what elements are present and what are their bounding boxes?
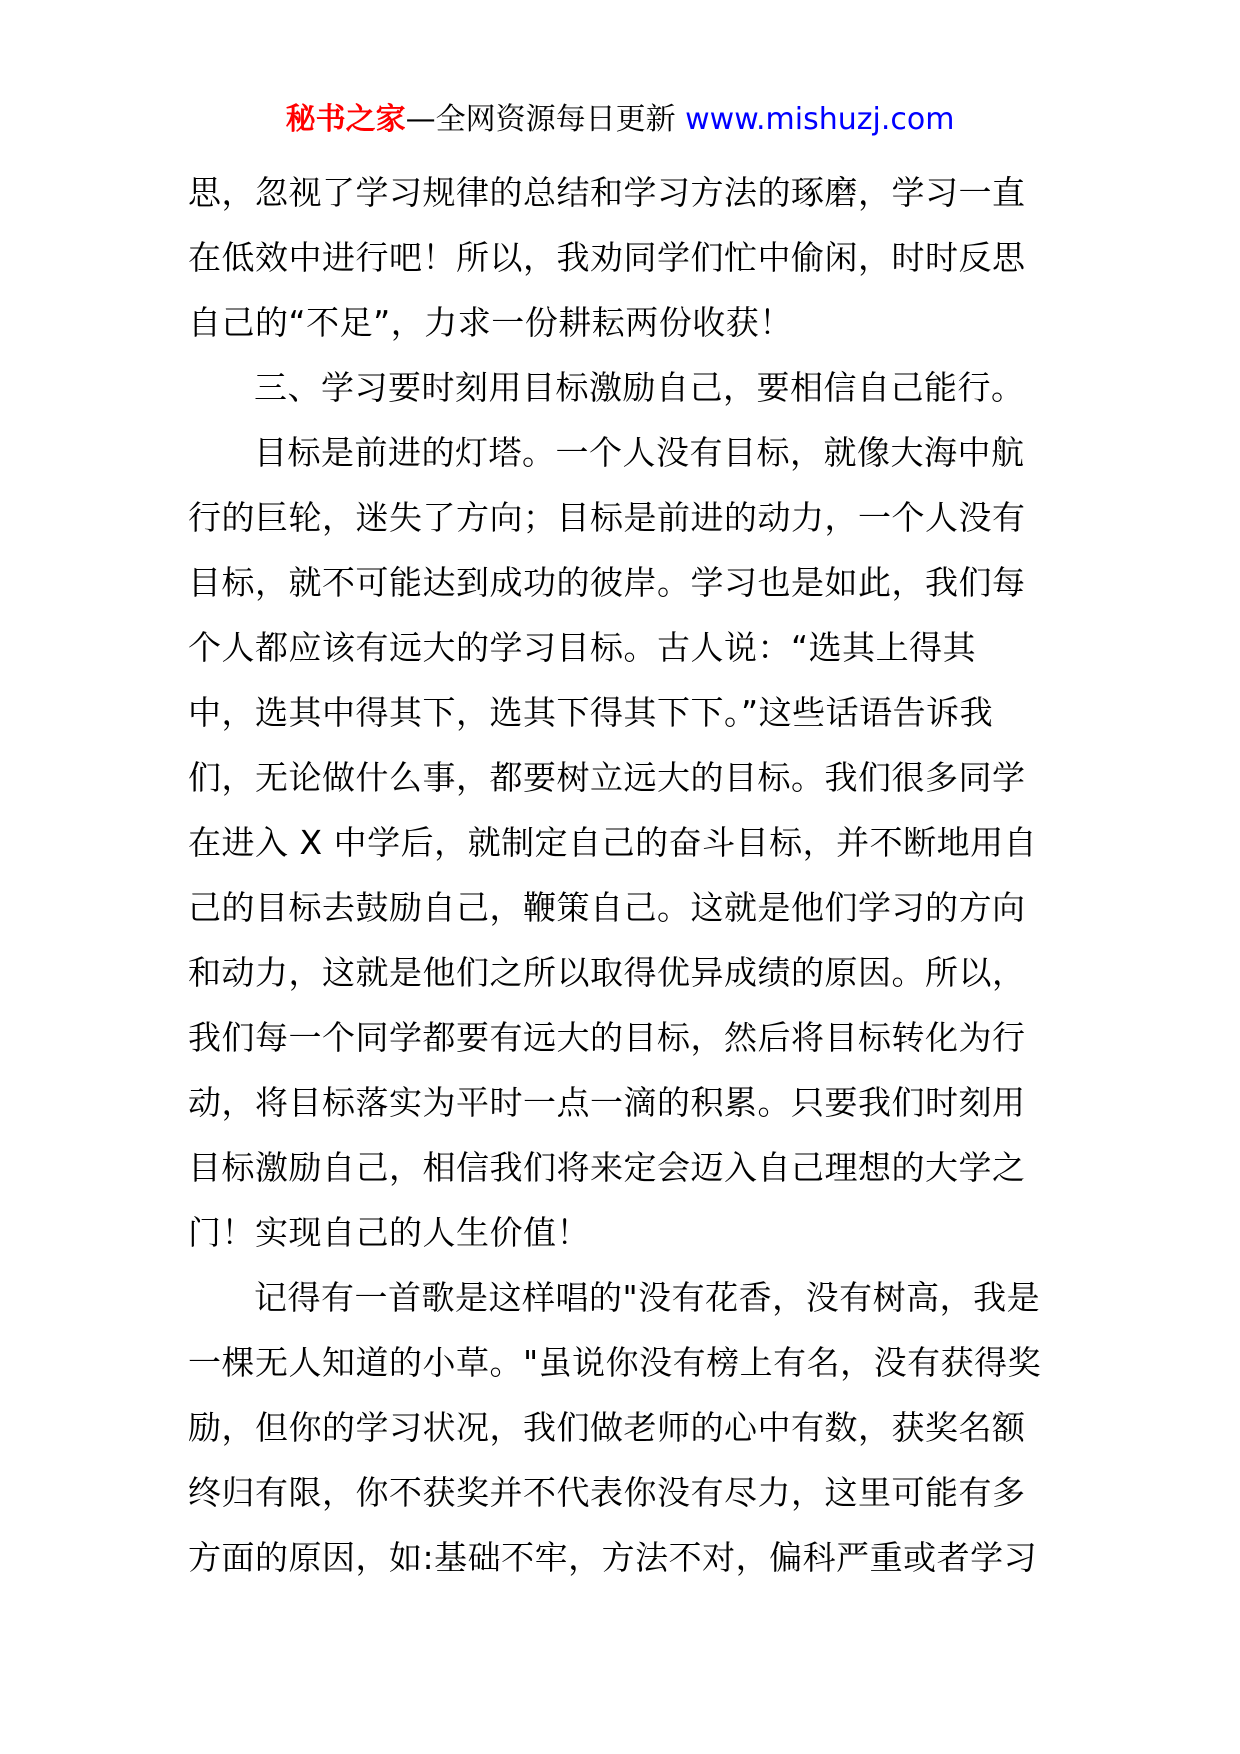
- text-line: 在低效中进行吧！所以，我劝同学们忙中偷闲，时时反思: [188, 238, 1026, 277]
- text-line: 记得有一首歌是这样唱的"没有花香，没有树高，我是: [254, 1278, 1041, 1317]
- text-line: 思，忽视了学习规律的总结和学习方法的琢磨，学习一直: [188, 173, 1026, 212]
- text-line: 励，但你的学习状况，我们做老师的心中有数，获奖名额: [188, 1408, 1026, 1447]
- text-line: 终归有限，你不获奖并不代表你没有尽力，这里可能有多: [188, 1473, 1026, 1512]
- text-line: 方面的原因，如:基础不牢，方法不对，偏科严重或者学习: [188, 1538, 1038, 1577]
- text-line: 一棵无人知道的小草。"虽说你没有榜上有名，没有获得奖: [188, 1343, 1042, 1382]
- text-line: 动，将目标落实为平时一点一滴的积累。只要我们时刻用: [188, 1083, 1026, 1122]
- text-line: 自己的“不足”，力求一份耕耘两份收获！: [188, 303, 793, 342]
- site-banner: [0, 100, 1240, 140]
- banner-tagline: —全网资源每日更新: [405, 102, 686, 137]
- brand-name: 秘书之家: [285, 102, 406, 137]
- text-line: 我们每一个同学都要有远大的目标，然后将目标转化为行: [188, 1018, 1026, 1057]
- text-line: 中，选其中得其下，选其下得其下下。”这些话语告诉我: [188, 693, 994, 732]
- text-line: 和动力，这就是他们之所以取得优异成绩的原因。所以，: [188, 953, 1026, 992]
- section-heading: 三、学习要时刻用目标激励自己，要相信自己能行。: [254, 368, 1025, 407]
- text-line: 们，无论做什么事，都要树立远大的目标。我们很多同学: [188, 758, 1026, 797]
- text-line: 目标，就不可能达到成功的彼岸。学习也是如此，我们每: [188, 563, 1026, 602]
- document-body: [188, 160, 1068, 1590]
- text-line: 目标是前进的灯塔。一个人没有目标，就像大海中航: [254, 433, 1025, 472]
- text-line: 己的目标去鼓励自己，鞭策自己。这就是他们学习的方向: [188, 888, 1026, 927]
- text-line: 门！实现自己的人生价值！: [188, 1213, 590, 1252]
- text-line: 个人都应该有远大的学习目标。古人说：“选其上得其: [188, 628, 977, 667]
- site-url[interactable]: www.mishuzj.com: [685, 102, 955, 137]
- text-line: 目标激励自己，相信我们将来定会迈入自己理想的大学之: [188, 1148, 1026, 1187]
- text-line: 在进入 X 中学后，就制定自己的奋斗目标，并不断地用自: [188, 823, 1038, 862]
- text-line: 行的巨轮，迷失了方向；目标是前进的动力，一个人没有: [188, 498, 1026, 537]
